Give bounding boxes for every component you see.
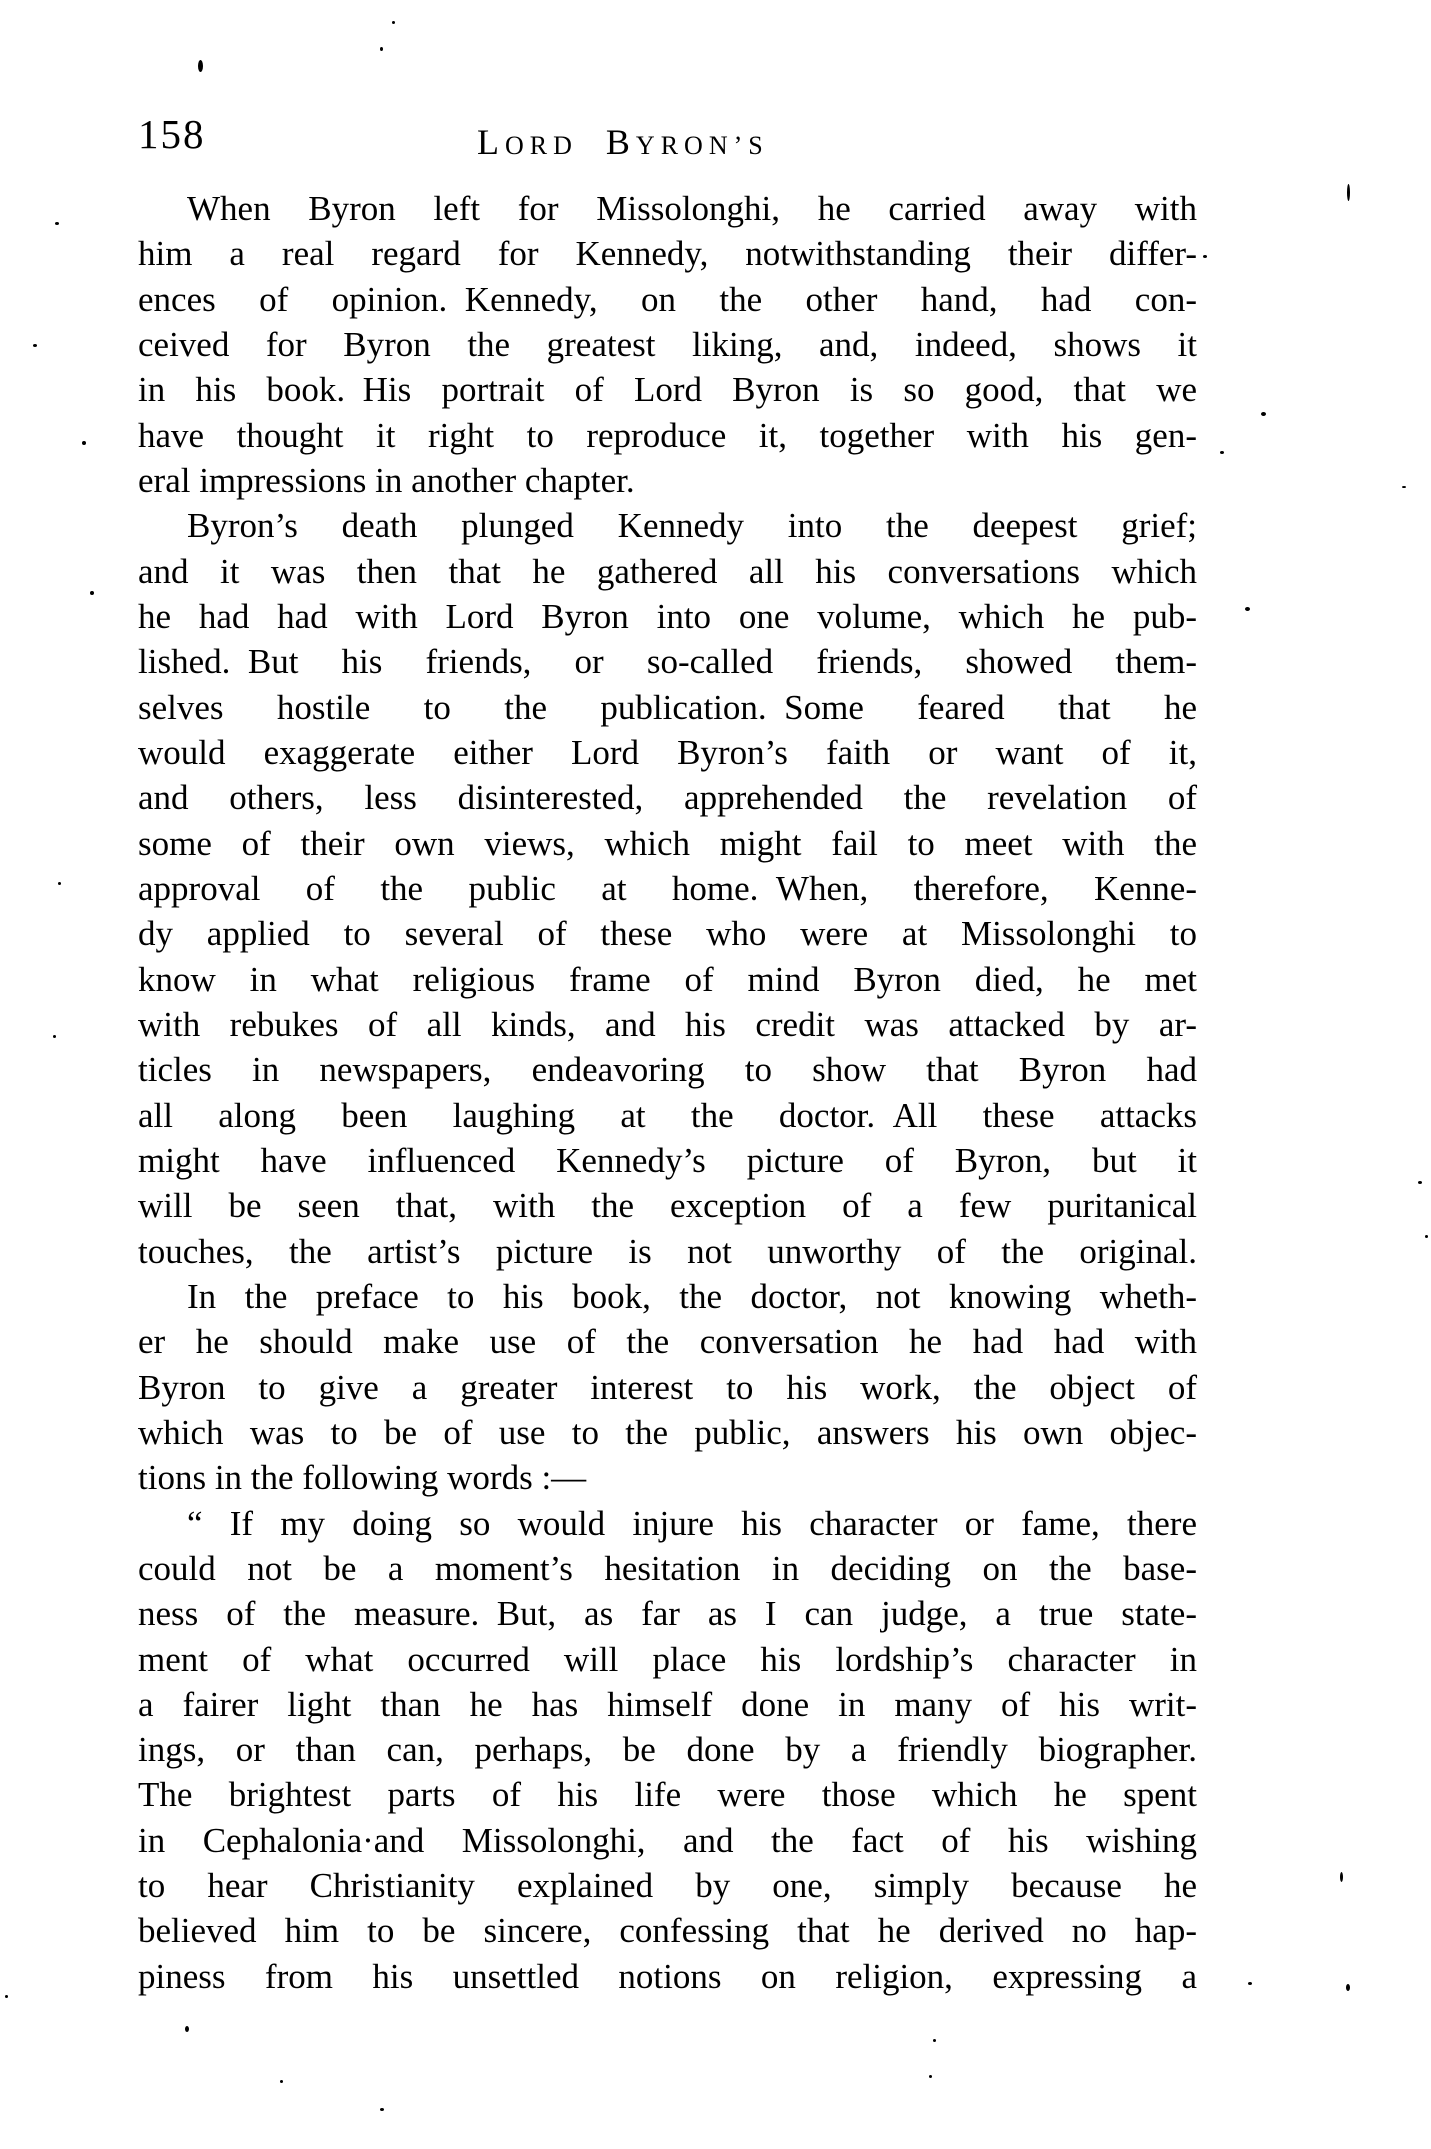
scan-speck xyxy=(53,1035,56,1038)
text-line: in his book. His portrait of Lord Byron is so good, that we xyxy=(138,370,1197,410)
text-line: ences of opinion. Kennedy, on the other hand, had con- xyxy=(138,279,1197,319)
text-line: would exaggerate either Lord Byron’s faith or want of it, xyxy=(138,732,1197,772)
running-head-smallcaps: ORD xyxy=(505,131,578,160)
text-line: piness from his unsettled notions on religion, expressing a xyxy=(138,1956,1197,1996)
text-line: ings, or than can, perhaps, be done by a friendly biographer. xyxy=(138,1730,1197,1770)
scan-speck xyxy=(185,2026,189,2032)
text-line: tions in the following words :— xyxy=(138,1458,587,1498)
text-line: er he should make use of the conversation he had had with xyxy=(138,1322,1197,1362)
text-line: believed him to be sincere, confessing that he derived no hap- xyxy=(138,1911,1197,1951)
text-line: ceived for Byron the greatest liking, and, indeed, shows it xyxy=(138,324,1197,364)
scan-speck xyxy=(90,591,94,595)
text-line: The brightest parts of his life were those which he spent xyxy=(138,1775,1197,1815)
scan-speck xyxy=(929,2075,932,2078)
scan-speck xyxy=(1347,184,1350,201)
text-line: all along been laughing at the doctor. All these attacks xyxy=(138,1095,1197,1135)
scan-speck xyxy=(1261,412,1266,416)
text-line: him a real regard for Kennedy, notwithstanding their differ- xyxy=(138,234,1197,274)
text-line: have thought it right to reproduce it, together with his gen- xyxy=(138,415,1197,455)
text-line: in Cephalonia·and Missolonghi, and the fact of his wishing xyxy=(138,1820,1197,1860)
text-line: selves hostile to the publication. Some feared that he xyxy=(138,687,1197,727)
text-line: some of their own views, which might fail to meet with the xyxy=(138,823,1197,863)
text-line: will be seen that, with the exception of a few puritanical xyxy=(138,1186,1197,1226)
scan-speck xyxy=(1418,1181,1422,1184)
text-line: and it was then that he gathered all his conversations which xyxy=(138,551,1197,591)
scan-speck xyxy=(5,1995,8,1998)
text-line: a fairer light than he has himself done in many of his writ- xyxy=(138,1684,1197,1724)
text-line: In the preface to his book, the doctor, not knowing wheth- xyxy=(187,1276,1197,1316)
text-line: which was to be of use to the public, answers his own objec- xyxy=(138,1412,1197,1452)
text-line: touches, the artist’s picture is not unworthy of the original. xyxy=(138,1231,1197,1271)
scan-speck xyxy=(58,882,61,885)
text-line: he had had with Lord Byron into one volume, which he pub- xyxy=(138,596,1197,636)
scan-speck xyxy=(1346,1984,1350,1991)
text-line: “ If my doing so would injure his character or fame, there xyxy=(187,1503,1197,1543)
scan-speck xyxy=(392,21,395,24)
text-line: dy applied to several of these who were at Missolonghi to xyxy=(138,914,1197,954)
page-number: 158 xyxy=(138,111,206,157)
scan-speck xyxy=(1340,1872,1343,1882)
scan-speck xyxy=(82,441,86,445)
scan-speck xyxy=(1245,607,1250,611)
text-line: ness of the measure. But, as far as I can judge, a true state- xyxy=(138,1594,1197,1634)
text-line: to hear Christianity explained by one, simply because he xyxy=(138,1866,1197,1906)
text-line: eral impressions in another chapter. xyxy=(138,460,635,500)
page-text xyxy=(138,186,1197,1999)
text-line: with rebukes of all kinds, and his credit was attacked by ar- xyxy=(138,1004,1197,1044)
scan-speck xyxy=(933,2039,936,2042)
running-head-initial: L xyxy=(477,122,505,162)
text-line: know in what religious frame of mind Byron died, he met xyxy=(138,959,1197,999)
text-line: approval of the public at home. When, therefore, Kenne- xyxy=(138,868,1197,908)
scan-speck xyxy=(1402,486,1406,488)
running-head-word xyxy=(605,122,769,162)
scan-speck xyxy=(55,222,59,225)
scan-speck xyxy=(380,2108,384,2111)
scan-speck xyxy=(380,47,383,51)
scan-speck xyxy=(1248,1982,1252,1985)
text-line: lished. But his friends, or so-called friends, showed them- xyxy=(138,642,1197,682)
running-head xyxy=(477,124,769,160)
scan-speck xyxy=(1425,1235,1428,1238)
text-line: and others, less disinterested, apprehended the revelation of xyxy=(138,778,1197,818)
text-line: Byron to give a greater interest to his work, the object of xyxy=(138,1367,1197,1407)
text-line: When Byron left for Missolonghi, he carried away with xyxy=(187,189,1197,228)
scan-speck xyxy=(1220,451,1224,454)
scan-speck xyxy=(1203,255,1207,258)
scan-speck xyxy=(198,60,203,72)
text-line: ment of what occurred will place his lordship’s character in xyxy=(138,1639,1197,1679)
running-head-word xyxy=(477,122,578,162)
text-line: could not be a moment’s hesitation in deciding on the base- xyxy=(138,1548,1197,1588)
scan-speck xyxy=(33,344,37,347)
text-line: ticles in newspapers, endeavoring to show that Byron had xyxy=(138,1050,1197,1090)
running-head-smallcaps: YRON’S xyxy=(635,131,769,160)
scan-speck xyxy=(280,2080,283,2083)
text-line: might have influenced Kennedy’s picture of Byron, but it xyxy=(138,1140,1197,1180)
text-line: Byron’s death plunged Kennedy into the deepest grief; xyxy=(187,506,1197,546)
running-head-initial: B xyxy=(605,122,636,162)
